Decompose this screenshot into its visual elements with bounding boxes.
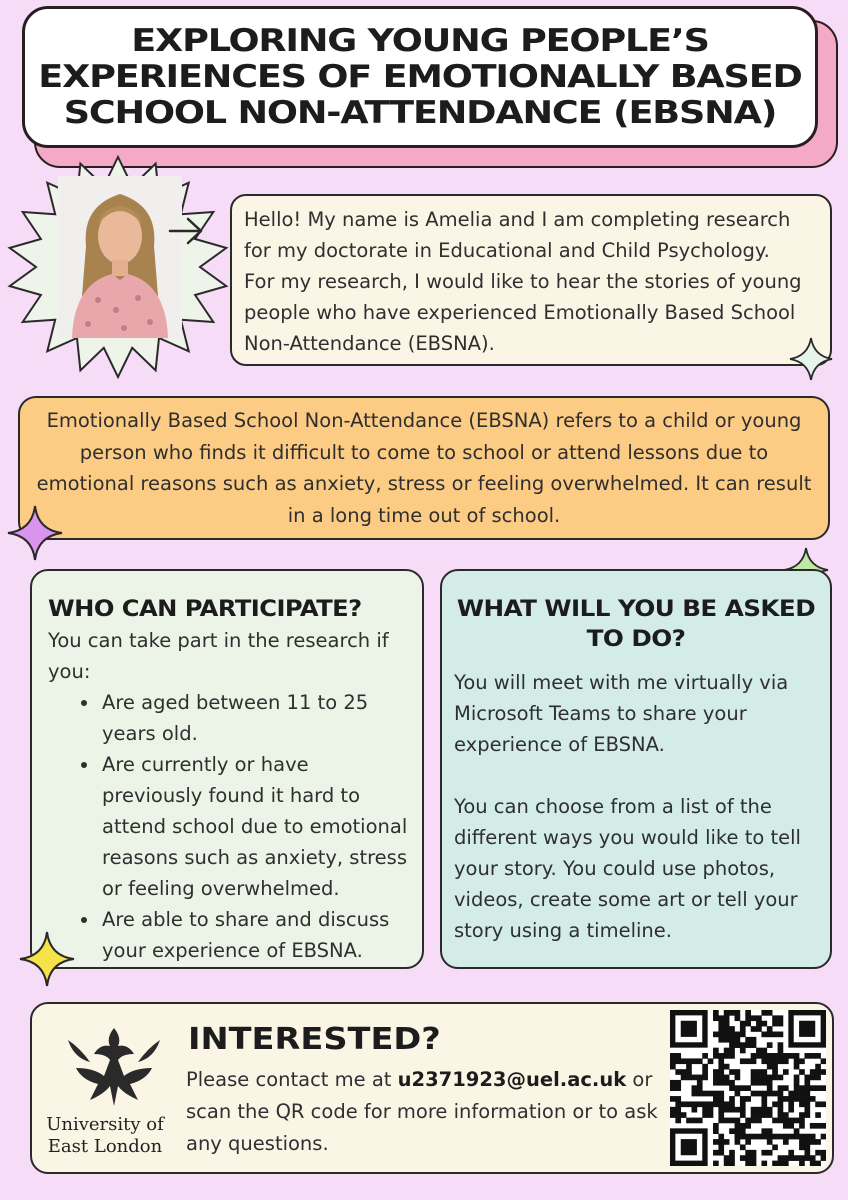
list-item: • Are currently or have previously found it hard to attend school due to emotional reasons such as anxiety, stress or feeling overwhelmed. xyxy=(100,749,408,904)
sparkle-icon xyxy=(6,504,64,562)
title-box xyxy=(22,6,818,148)
intro-box xyxy=(230,194,832,366)
intro-line-1: Hello! My name is Amelia and I am completing research for my doctorate in Educational and Child Psychology. xyxy=(244,208,791,262)
sparkle-icon xyxy=(788,336,834,382)
who-can-participate-panel xyxy=(30,569,424,969)
portrait-icon xyxy=(58,176,182,338)
task-paragraph-2: You can choose from a list of the different ways you would like to tell your story. You could use photos, videos, create some art or tell your story using a timeline. xyxy=(454,795,801,942)
contact-pre: Please contact me at xyxy=(186,1068,398,1091)
arrow-right-icon xyxy=(166,214,206,248)
university-name xyxy=(40,1114,170,1158)
participate-heading: WHO CAN PARTICIPATE? xyxy=(48,597,362,622)
sparkle-icon xyxy=(18,930,76,988)
task-paragraph-1: You will meet with me virtually via Microsoft Teams to share your experience of EBSNA. xyxy=(454,671,789,756)
what-to-do-panel xyxy=(440,569,832,969)
phoenix-logo-icon xyxy=(54,1024,174,1108)
university-line-2: East London xyxy=(47,1136,163,1157)
list-item: • Are aged between 11 to 25 years old. xyxy=(100,687,408,749)
intro-line-2: For my research, I would like to hear the stories of young people who have experienced Emotionally Based School Non-Attendance (EBSNA). xyxy=(244,270,802,355)
university-line-1: University of xyxy=(46,1114,164,1135)
page-title: EXPLORING YOUNG PEOPLE’S EXPERIENCES OF EMOTIONALLY BASED SCHOOL NON-ATTENDANCE (EBSNA) xyxy=(38,23,802,131)
researcher-photo xyxy=(58,176,182,338)
definition-box: Emotionally Based School Non-Attendance (EBSNA) refers to a child or young person who finds it difficult to come to school or attend lessons due to emotional reasons such as anxiety, stress or feeling overwhelmed. It can result in a long time out of school. xyxy=(18,396,830,540)
contact-text xyxy=(186,1064,666,1160)
contact-email[interactable]: u2371923@uel.ac.uk xyxy=(397,1068,627,1091)
qr-code-icon[interactable] xyxy=(670,1010,826,1166)
task-heading: WHAT WILL YOU BE ASKED TO DO? xyxy=(456,597,816,652)
contact-post: or scan the QR code for more information or to ask any questions. xyxy=(186,1068,658,1155)
participate-lead: You can take part in the research if you: xyxy=(48,629,389,683)
interested-heading: INTERESTED? xyxy=(188,1022,441,1057)
list-item: • Are able to share and discuss your experience of EBSNA. xyxy=(100,904,408,966)
criteria-list xyxy=(48,687,408,966)
